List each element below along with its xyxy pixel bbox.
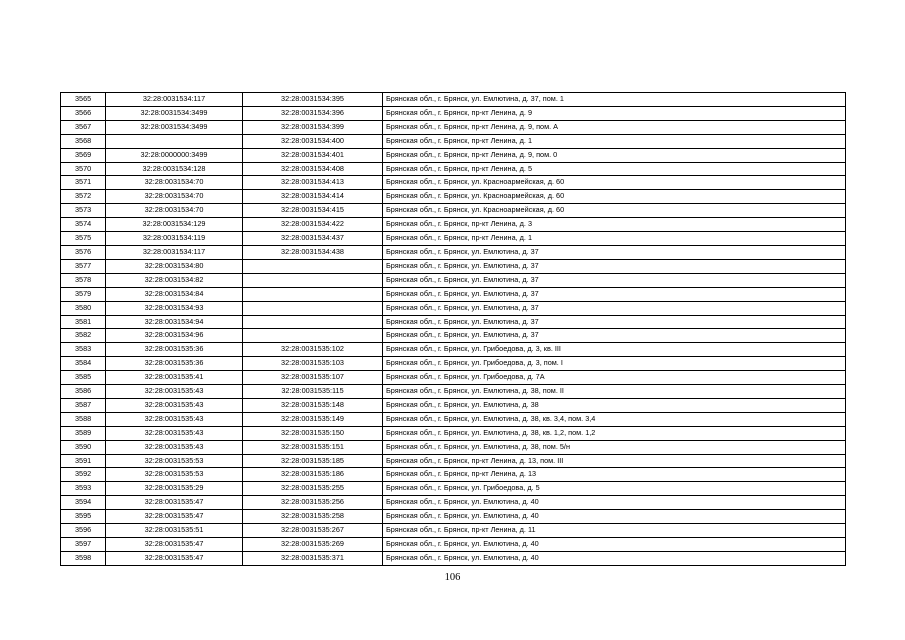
object-cadastral-number-cell: 32:28:0031535:185	[243, 454, 383, 468]
table-row	[61, 357, 846, 371]
object-cadastral-number-cell: 32:28:0031534:414	[243, 190, 383, 204]
address-cell: Брянская обл., г. Брянск, пр-кт Ленина, д. 5	[383, 162, 846, 176]
table-row	[61, 106, 846, 120]
object-cadastral-number-cell: 32:28:0031535:371	[243, 551, 383, 565]
parcel-cadastral-number-cell: 32:28:0031535:36	[106, 343, 243, 357]
parcel-cadastral-number-cell	[106, 134, 243, 148]
row-number-cell: 3590	[61, 440, 106, 454]
parcel-cadastral-number-cell: 32:28:0031534:70	[106, 204, 243, 218]
table-row	[61, 538, 846, 552]
row-number-cell: 3593	[61, 482, 106, 496]
object-cadastral-number-cell: 32:28:0031534:413	[243, 176, 383, 190]
parcel-cadastral-number-cell: 32:28:0031534:84	[106, 287, 243, 301]
address-cell: Брянская обл., г. Брянск, пр-кт Ленина, д. 1	[383, 232, 846, 246]
address-cell: Брянская обл., г. Брянск, ул. Грибоедова, д. 3, пом. I	[383, 357, 846, 371]
address-cell: Брянская обл., г. Брянск, ул. Емлютина, д. 38, кв. 3,4, пом. 3,4	[383, 412, 846, 426]
address-cell: Брянская обл., г. Брянск, ул. Красноармейская, д. 60	[383, 190, 846, 204]
parcel-cadastral-number-cell: 32:28:0031535:36	[106, 357, 243, 371]
parcel-cadastral-number-cell: 32:28:0031535:47	[106, 538, 243, 552]
registry-table	[60, 92, 846, 566]
object-cadastral-number-cell: 32:28:0031535:267	[243, 524, 383, 538]
object-cadastral-number-cell: 32:28:0031534:422	[243, 218, 383, 232]
address-cell: Брянская обл., г. Брянск, ул. Красноармейская, д. 60	[383, 176, 846, 190]
address-cell: Брянская обл., г. Брянск, пр-кт Ленина, д. 3	[383, 218, 846, 232]
row-number-cell: 3585	[61, 371, 106, 385]
row-number-cell: 3566	[61, 106, 106, 120]
address-cell: Брянская обл., г. Брянск, пр-кт Ленина, д. 9, пом. А	[383, 120, 846, 134]
object-cadastral-number-cell: 32:28:0031535:103	[243, 357, 383, 371]
row-number-cell: 3573	[61, 204, 106, 218]
address-cell: Брянская обл., г. Брянск, пр-кт Ленина, д. 13	[383, 468, 846, 482]
object-cadastral-number-cell: 32:28:0031534:400	[243, 134, 383, 148]
page-number: 106	[444, 572, 461, 583]
table-row	[61, 551, 846, 565]
address-cell: Брянская обл., г. Брянск, ул. Грибоедова, д. 5	[383, 482, 846, 496]
object-cadastral-number-cell: 32:28:0031535:102	[243, 343, 383, 357]
row-number-cell: 3579	[61, 287, 106, 301]
row-number-cell: 3582	[61, 329, 106, 343]
object-cadastral-number-cell: 32:28:0031534:401	[243, 148, 383, 162]
object-cadastral-number-cell	[243, 329, 383, 343]
row-number-cell: 3565	[61, 93, 106, 107]
object-cadastral-number-cell	[243, 301, 383, 315]
table-row	[61, 259, 846, 273]
parcel-cadastral-number-cell: 32:28:0031535:29	[106, 482, 243, 496]
address-cell: Брянская обл., г. Брянск, пр-кт Ленина, д. 9, пом. 0	[383, 148, 846, 162]
address-cell: Брянская обл., г. Брянск, ул. Емлютина, д. 37	[383, 301, 846, 315]
address-cell: Брянская обл., г. Брянск, пр-кт Ленина, д. 1	[383, 134, 846, 148]
parcel-cadastral-number-cell: 32:28:0031535:41	[106, 371, 243, 385]
parcel-cadastral-number-cell: 32:28:0031534:119	[106, 232, 243, 246]
table-row	[61, 454, 846, 468]
table-row	[61, 93, 846, 107]
address-cell: Брянская обл., г. Брянск, ул. Красноармейская, д. 60	[383, 204, 846, 218]
address-cell: Брянская обл., г. Брянск, ул. Грибоедова, д. 3, кв. III	[383, 343, 846, 357]
object-cadastral-number-cell: 32:28:0031535:186	[243, 468, 383, 482]
row-number-cell: 3584	[61, 357, 106, 371]
table-row	[61, 120, 846, 134]
row-number-cell: 3588	[61, 412, 106, 426]
object-cadastral-number-cell: 32:28:0031534:396	[243, 106, 383, 120]
parcel-cadastral-number-cell: 32:28:0000000:3499	[106, 148, 243, 162]
row-number-cell: 3567	[61, 120, 106, 134]
parcel-cadastral-number-cell: 32:28:0031534:117	[106, 93, 243, 107]
table-row	[61, 329, 846, 343]
row-number-cell: 3577	[61, 259, 106, 273]
table-row	[61, 468, 846, 482]
row-number-cell: 3575	[61, 232, 106, 246]
parcel-cadastral-number-cell: 32:28:0031535:47	[106, 551, 243, 565]
object-cadastral-number-cell: 32:28:0031534:438	[243, 245, 383, 259]
address-cell: Брянская обл., г. Брянск, ул. Емлютина, д. 37	[383, 315, 846, 329]
table-row	[61, 371, 846, 385]
parcel-cadastral-number-cell: 32:28:0031535:47	[106, 510, 243, 524]
table-row	[61, 162, 846, 176]
object-cadastral-number-cell: 32:28:0031534:399	[243, 120, 383, 134]
object-cadastral-number-cell	[243, 287, 383, 301]
object-cadastral-number-cell: 32:28:0031535:151	[243, 440, 383, 454]
table-row	[61, 440, 846, 454]
object-cadastral-number-cell: 32:28:0031535:256	[243, 496, 383, 510]
parcel-cadastral-number-cell: 32:28:0031534:80	[106, 259, 243, 273]
object-cadastral-number-cell	[243, 259, 383, 273]
row-number-cell: 3578	[61, 273, 106, 287]
object-cadastral-number-cell: 32:28:0031535:107	[243, 371, 383, 385]
table-row	[61, 482, 846, 496]
address-cell: Брянская обл., г. Брянск, ул. Емлютина, д. 37	[383, 259, 846, 273]
address-cell: Брянская обл., г. Брянск, ул. Емлютина, д. 40	[383, 551, 846, 565]
row-number-cell: 3594	[61, 496, 106, 510]
table-row	[61, 232, 846, 246]
row-number-cell: 3595	[61, 510, 106, 524]
table-row	[61, 524, 846, 538]
table-row	[61, 134, 846, 148]
parcel-cadastral-number-cell: 32:28:0031535:43	[106, 412, 243, 426]
row-number-cell: 3570	[61, 162, 106, 176]
address-cell: Брянская обл., г. Брянск, пр-кт Ленина, д. 9	[383, 106, 846, 120]
registry-table-body	[61, 93, 846, 566]
table-row	[61, 273, 846, 287]
address-cell: Брянская обл., г. Брянск, ул. Емлютина, д. 37	[383, 273, 846, 287]
parcel-cadastral-number-cell: 32:28:0031534:3499	[106, 120, 243, 134]
object-cadastral-number-cell: 32:28:0031535:258	[243, 510, 383, 524]
row-number-cell: 3574	[61, 218, 106, 232]
object-cadastral-number-cell: 32:28:0031535:149	[243, 412, 383, 426]
object-cadastral-number-cell	[243, 315, 383, 329]
row-number-cell: 3571	[61, 176, 106, 190]
row-number-cell: 3572	[61, 190, 106, 204]
parcel-cadastral-number-cell: 32:28:0031535:53	[106, 454, 243, 468]
parcel-cadastral-number-cell: 32:28:0031534:96	[106, 329, 243, 343]
object-cadastral-number-cell: 32:28:0031534:415	[243, 204, 383, 218]
row-number-cell: 3569	[61, 148, 106, 162]
object-cadastral-number-cell: 32:28:0031535:269	[243, 538, 383, 552]
address-cell: Брянская обл., г. Брянск, ул. Емлютина, д. 37	[383, 329, 846, 343]
address-cell: Брянская обл., г. Брянск, пр-кт Ленина, д. 11	[383, 524, 846, 538]
row-number-cell: 3591	[61, 454, 106, 468]
table-row	[61, 245, 846, 259]
row-number-cell: 3597	[61, 538, 106, 552]
table-row	[61, 218, 846, 232]
table-row	[61, 190, 846, 204]
address-cell: Брянская обл., г. Брянск, ул. Емлютина, д. 40	[383, 538, 846, 552]
object-cadastral-number-cell: 32:28:0031534:437	[243, 232, 383, 246]
table-row	[61, 343, 846, 357]
parcel-cadastral-number-cell: 32:28:0031534:82	[106, 273, 243, 287]
parcel-cadastral-number-cell: 32:28:0031534:70	[106, 190, 243, 204]
row-number-cell: 3581	[61, 315, 106, 329]
address-cell: Брянская обл., г. Брянск, ул. Емлютина, д. 38, пом. 5/н	[383, 440, 846, 454]
object-cadastral-number-cell	[243, 273, 383, 287]
parcel-cadastral-number-cell: 32:28:0031535:43	[106, 426, 243, 440]
parcel-cadastral-number-cell: 32:28:0031534:93	[106, 301, 243, 315]
parcel-cadastral-number-cell: 32:28:0031535:51	[106, 524, 243, 538]
parcel-cadastral-number-cell: 32:28:0031535:43	[106, 398, 243, 412]
parcel-cadastral-number-cell: 32:28:0031534:117	[106, 245, 243, 259]
object-cadastral-number-cell: 32:28:0031534:395	[243, 93, 383, 107]
address-cell: Брянская обл., г. Брянск, ул. Емлютина, д. 37	[383, 287, 846, 301]
parcel-cadastral-number-cell: 32:28:0031534:3499	[106, 106, 243, 120]
row-number-cell: 3587	[61, 398, 106, 412]
address-cell: Брянская обл., г. Брянск, ул. Емлютина, д. 40	[383, 510, 846, 524]
table-row	[61, 496, 846, 510]
row-number-cell: 3596	[61, 524, 106, 538]
address-cell: Брянская обл., г. Брянск, ул. Емлютина, д. 38, кв. 1,2, пом. 1,2	[383, 426, 846, 440]
parcel-cadastral-number-cell: 32:28:0031534:94	[106, 315, 243, 329]
parcel-cadastral-number-cell: 32:28:0031534:128	[106, 162, 243, 176]
object-cadastral-number-cell: 32:28:0031535:255	[243, 482, 383, 496]
row-number-cell: 3598	[61, 551, 106, 565]
row-number-cell: 3580	[61, 301, 106, 315]
address-cell: Брянская обл., г. Брянск, ул. Емлютина, д. 38	[383, 398, 846, 412]
object-cadastral-number-cell: 32:28:0031535:150	[243, 426, 383, 440]
object-cadastral-number-cell: 32:28:0031535:148	[243, 398, 383, 412]
table-row	[61, 412, 846, 426]
table-row	[61, 426, 846, 440]
parcel-cadastral-number-cell: 32:28:0031535:43	[106, 440, 243, 454]
table-row	[61, 204, 846, 218]
table-row	[61, 315, 846, 329]
object-cadastral-number-cell: 32:28:0031535:115	[243, 385, 383, 399]
table-row	[61, 176, 846, 190]
parcel-cadastral-number-cell: 32:28:0031534:70	[106, 176, 243, 190]
row-number-cell: 3592	[61, 468, 106, 482]
parcel-cadastral-number-cell: 32:28:0031534:129	[106, 218, 243, 232]
parcel-cadastral-number-cell: 32:28:0031535:53	[106, 468, 243, 482]
parcel-cadastral-number-cell: 32:28:0031535:43	[106, 385, 243, 399]
parcel-cadastral-number-cell: 32:28:0031535:47	[106, 496, 243, 510]
row-number-cell: 3589	[61, 426, 106, 440]
table-row	[61, 510, 846, 524]
table-row	[61, 287, 846, 301]
address-cell: Брянская обл., г. Брянск, ул. Емлютина, д. 40	[383, 496, 846, 510]
row-number-cell: 3583	[61, 343, 106, 357]
table-row	[61, 148, 846, 162]
table-row	[61, 385, 846, 399]
address-cell: Брянская обл., г. Брянск, ул. Грибоедова, д. 7А	[383, 371, 846, 385]
address-cell: Брянская обл., г. Брянск, ул. Емлютина, д. 38, пом. II	[383, 385, 846, 399]
row-number-cell: 3586	[61, 385, 106, 399]
row-number-cell: 3576	[61, 245, 106, 259]
row-number-cell: 3568	[61, 134, 106, 148]
object-cadastral-number-cell: 32:28:0031534:408	[243, 162, 383, 176]
table-row	[61, 398, 846, 412]
table-row	[61, 301, 846, 315]
address-cell: Брянская обл., г. Брянск, ул. Емлютина, д. 37	[383, 245, 846, 259]
address-cell: Брянская обл., г. Брянск, ул. Емлютина, д. 37, пом. 1	[383, 93, 846, 107]
address-cell: Брянская обл., г. Брянск, пр-кт Ленина, д. 13, пом. III	[383, 454, 846, 468]
